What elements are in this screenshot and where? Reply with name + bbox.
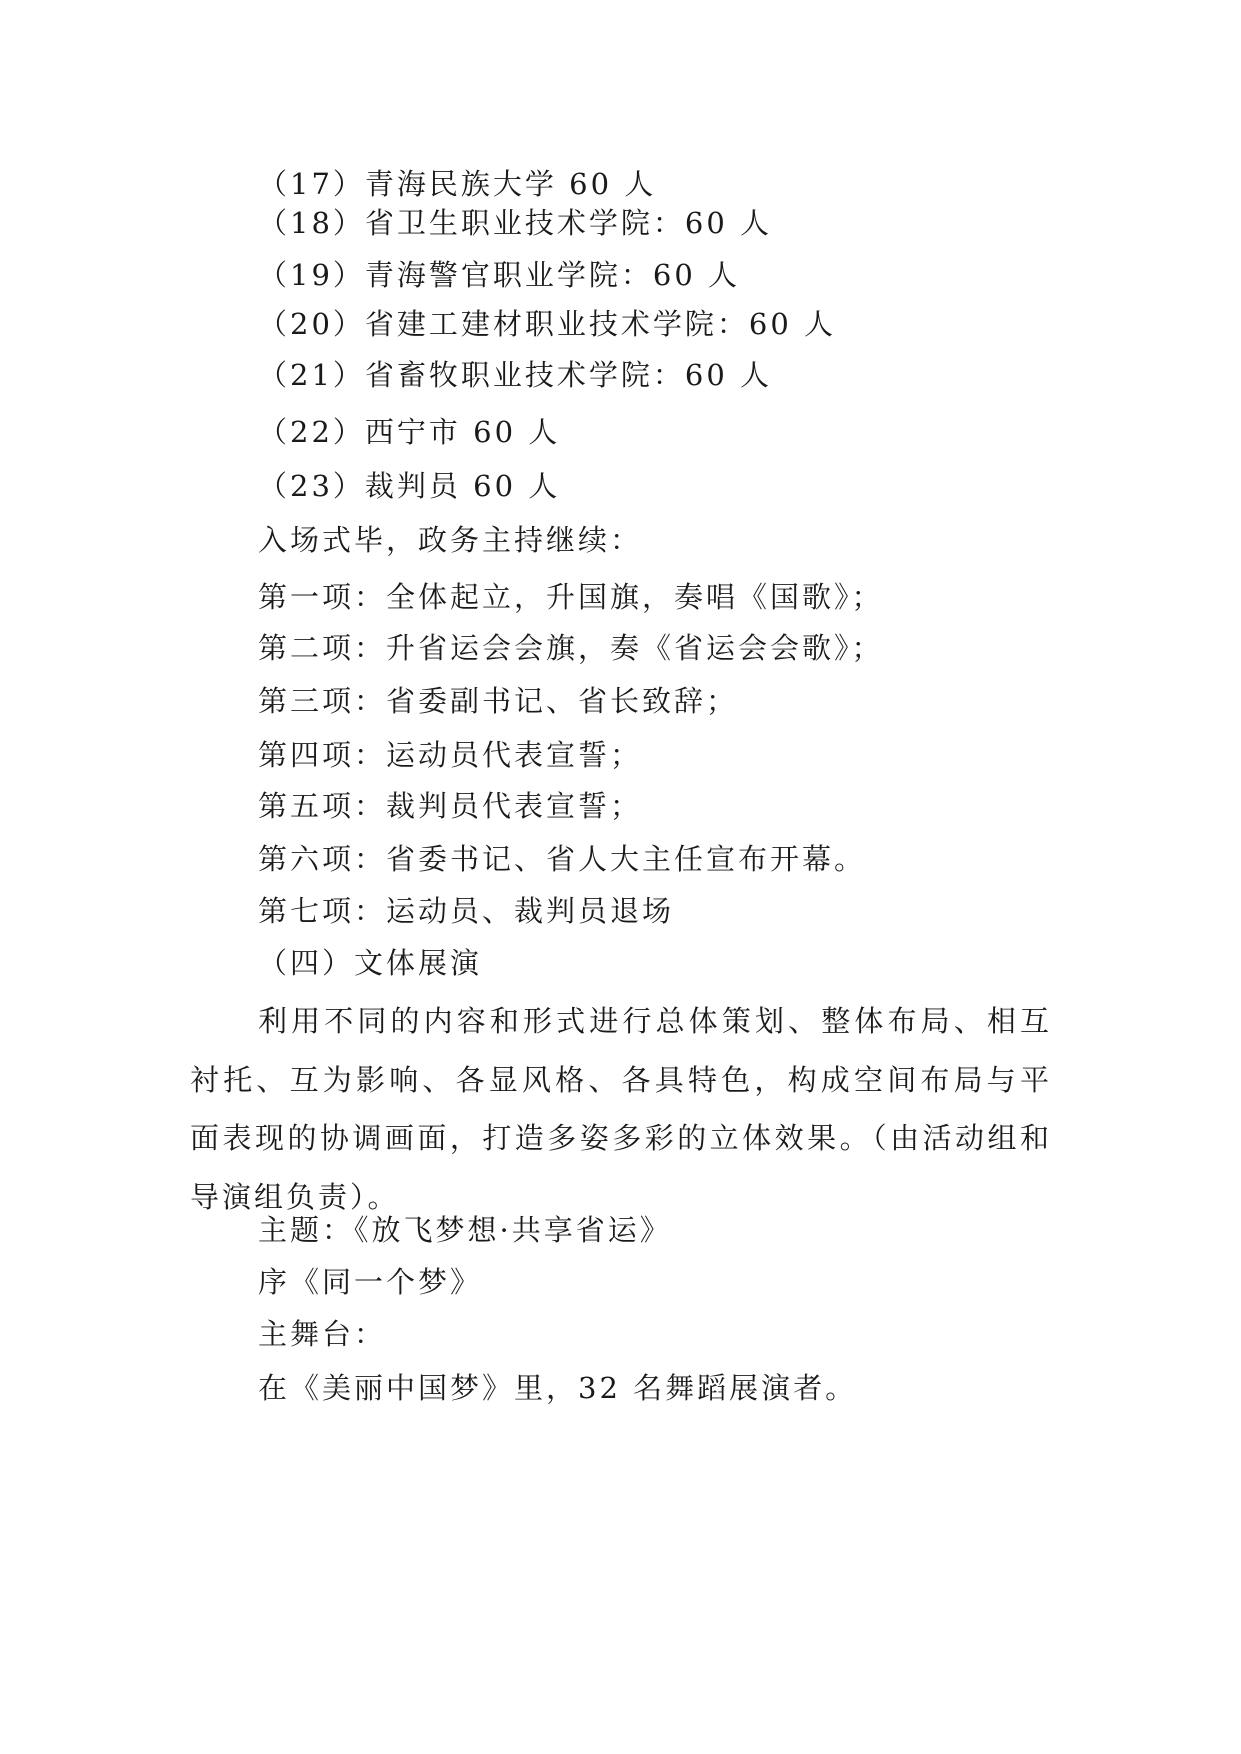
main-stage-line: 主舞台： <box>258 1317 387 1351</box>
agenda-item-5: 第五项：裁判员代表宣誓； <box>258 789 643 823</box>
list-item-22: （22）西宁市 60 人 <box>258 415 561 449</box>
list-item-23: （23）裁判员 60 人 <box>258 469 561 503</box>
list-item-18: （18）省卫生职业技术学院：60 人 <box>258 206 773 240</box>
agenda-item-6: 第六项：省委书记、省人大主任宣布开幕。 <box>258 842 867 876</box>
agenda-item-7: 第七项：运动员、裁判员退场 <box>258 894 675 928</box>
section-heading: （四）文体展演 <box>258 946 483 980</box>
list-item-20: （20）省建工建材职业技术学院：60 人 <box>258 307 837 341</box>
list-item-19: （19）青海警官职业学院：60 人 <box>258 258 741 292</box>
prelude-line: 序《同一个梦》 <box>258 1265 483 1299</box>
agenda-item-4: 第四项：运动员代表宣誓； <box>258 738 643 772</box>
entrance-done-text: 入场式毕，政务主持继续： <box>258 523 643 557</box>
list-item-17: （17）青海民族大学 60 人 <box>258 167 657 201</box>
agenda-item-1: 第一项：全体起立，升国旗，奏唱《国歌》； <box>258 580 884 614</box>
list-item-21: （21）省畜牧职业技术学院：60 人 <box>258 358 773 392</box>
performance-line: 在《美丽中国梦》里，32 名舞蹈展演者。 <box>258 1371 858 1405</box>
theme-line: 主题：《放飞梦想·共享省运》 <box>258 1213 672 1247</box>
agenda-item-3: 第三项：省委副书记、省长致辞； <box>258 684 739 718</box>
section-paragraph: 利用不同的内容和形式进行总体策划、整体布局、相互衬托、互为影响、各显风格、各具特色，构成空间布局与平面表现的协调画面，打造多姿多彩的立体效果。（由活动组和导演组负责）。 <box>190 1004 1052 1214</box>
agenda-item-2: 第二项：升省运会会旗，奏《省运会会歌》； <box>258 631 884 665</box>
